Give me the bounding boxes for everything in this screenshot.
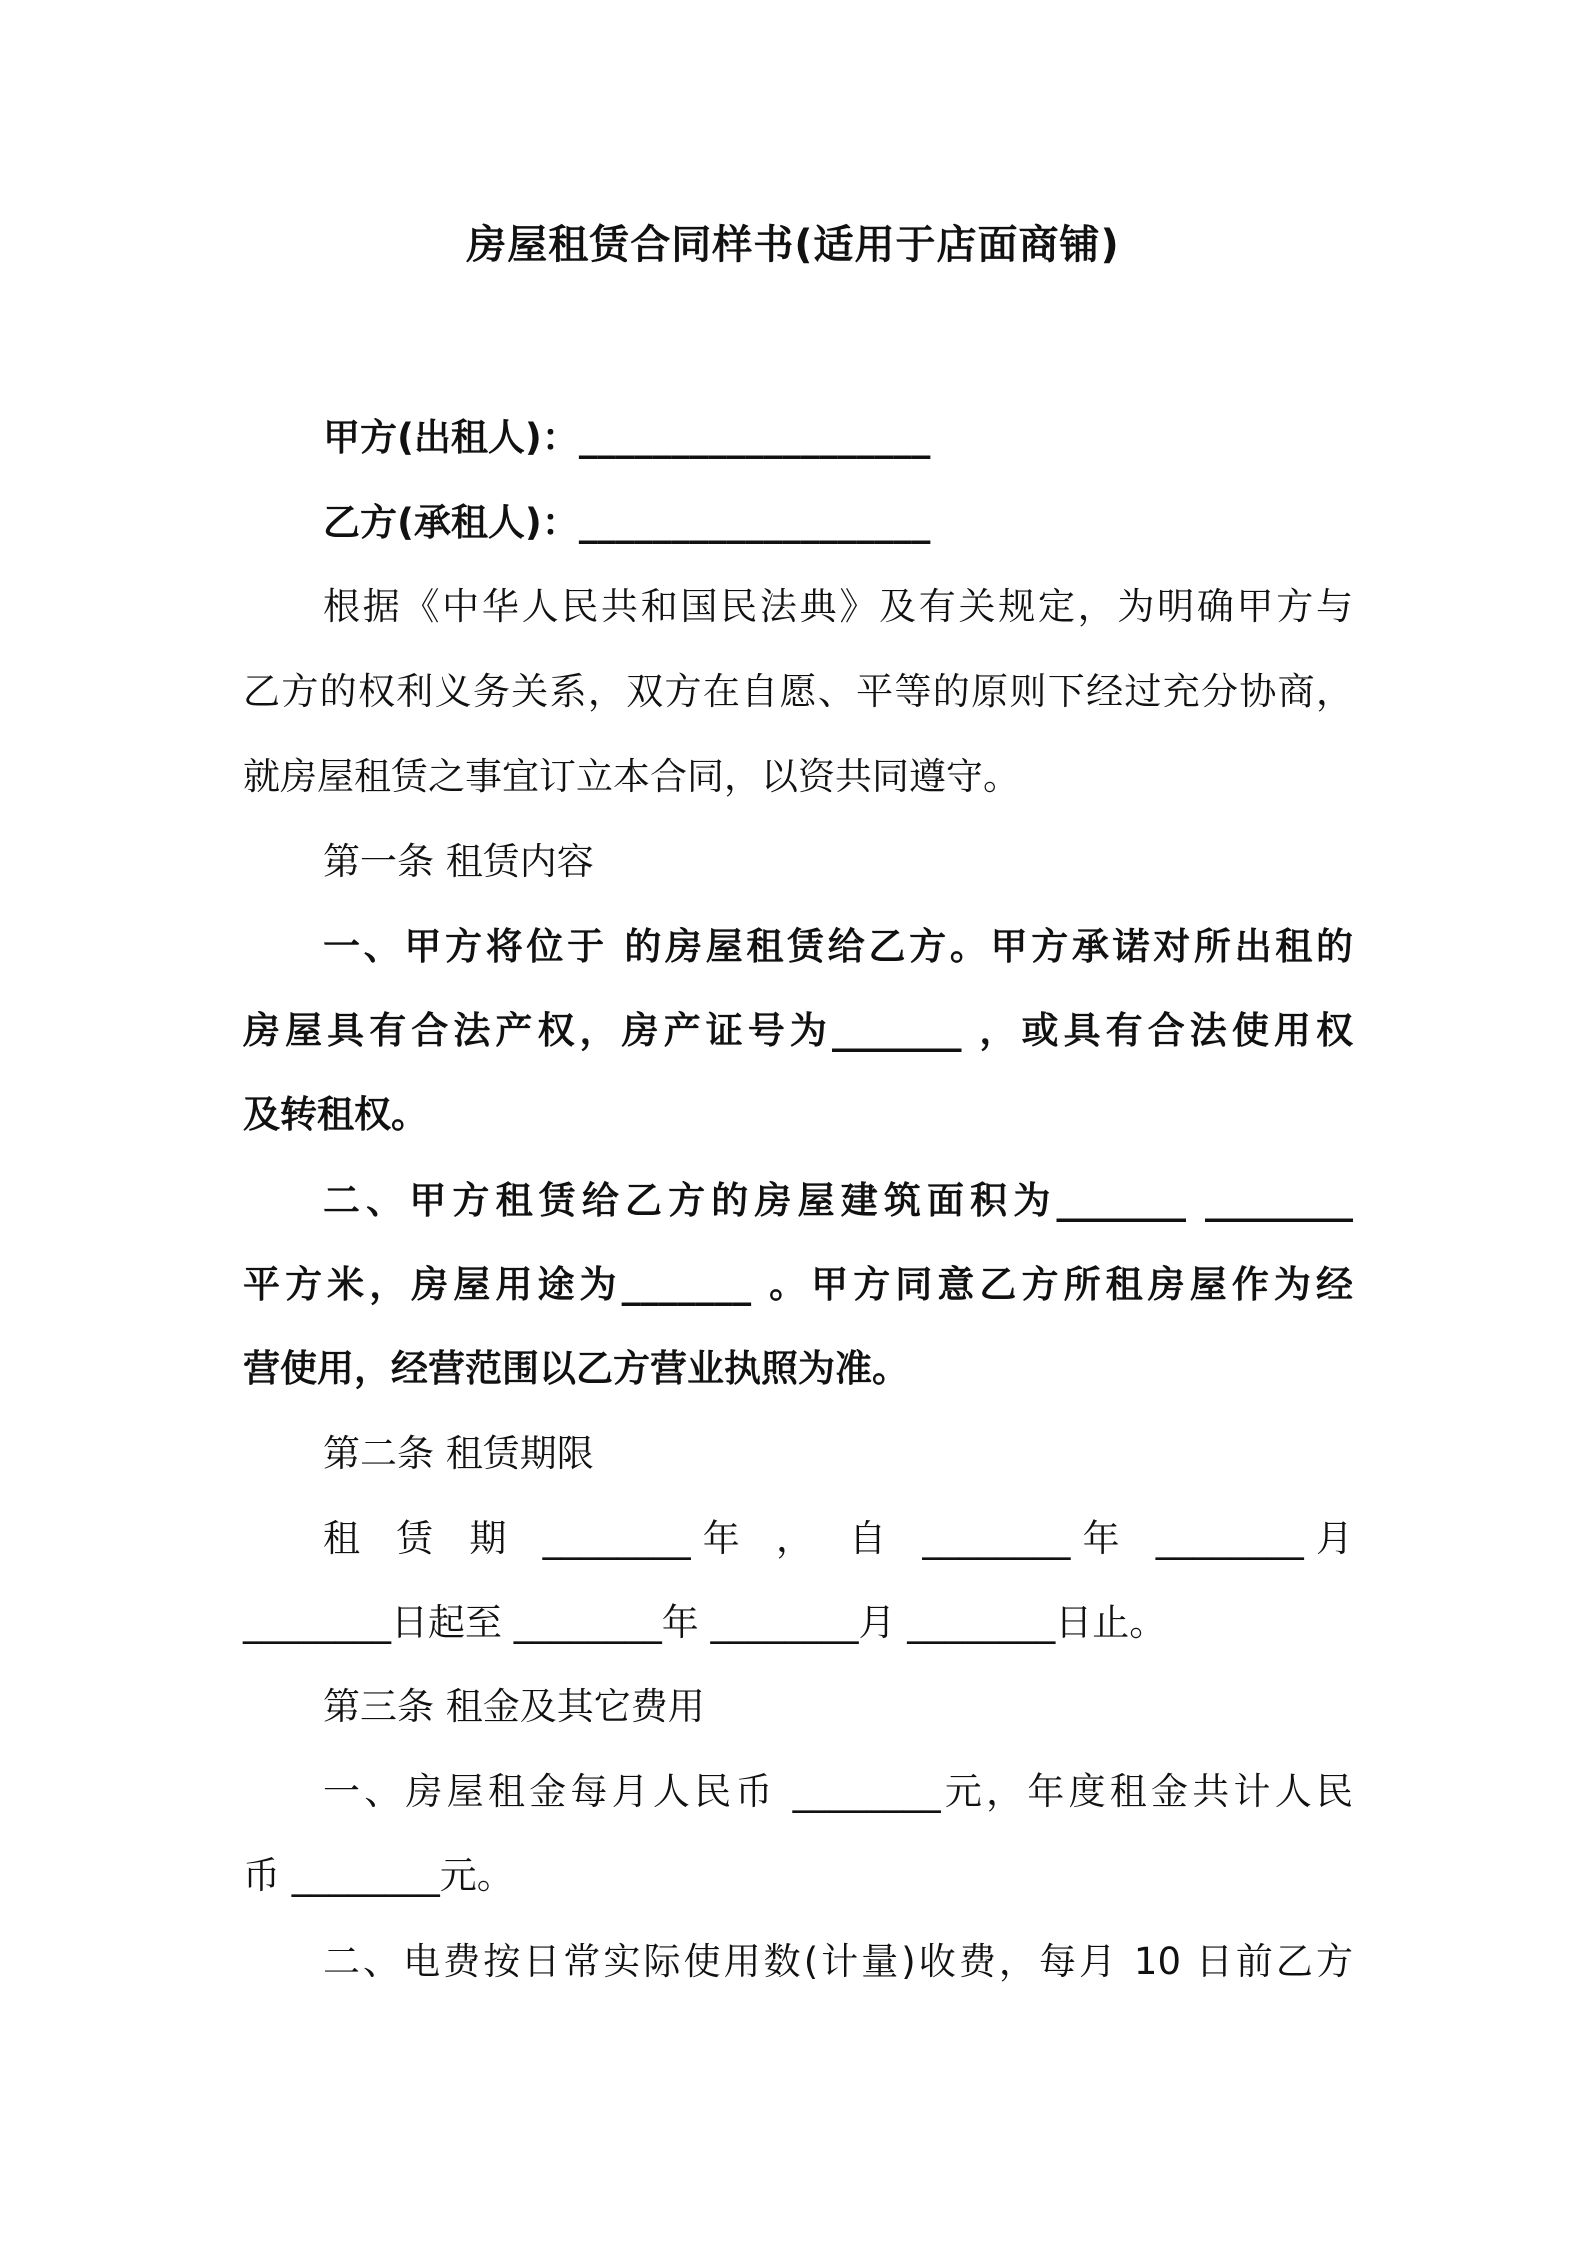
article-1-clause-2-line-2: 平方米，房屋用途为_______ 。甲方同意乙方所租房屋作为经 <box>243 1263 1353 1306</box>
article-1-clause-2-line-1: 二、甲方租赁给乙方的房屋建筑面积为_______ ________ <box>323 1179 1353 1222</box>
article-1-clause-1-line-2: 房屋具有合法产权，房产证号为_______ ，或具有合法使用权 <box>243 1009 1353 1052</box>
article-1-clause-1-line-3: 及转租权。 <box>243 1093 428 1136</box>
article-2-term-line-2: ________日起至 ________年 ________月 ________日止。 <box>243 1601 1167 1644</box>
document-title: 房屋租赁合同样书(适用于店面商铺) <box>466 222 1120 268</box>
preamble-line-3: 就房屋租赁之事宜订立本合同，以资共同遵守。 <box>243 755 1020 798</box>
article-2-term-line-1: 租 赁 期 ________年 ， 自 ________年 ________月 <box>323 1517 1354 1560</box>
preamble-line-2: 乙方的权利义务关系，双方在自愿、平等的原则下经过充分协商， <box>243 670 1353 713</box>
party-a-line: 甲方(出租人)：___________________ <box>323 416 931 459</box>
article-2-heading: 第二条 租赁期限 <box>323 1432 594 1475</box>
preamble-line-1: 根据《中华人民共和国民法典》及有关规定，为明确甲方与 <box>323 585 1353 628</box>
article-3-clause-1-line-1: 一、房屋租金每月人民币 ________元，年度租金共计人民 <box>323 1770 1353 1813</box>
article-1-heading: 第一条 租赁内容 <box>323 840 594 883</box>
party-b-line: 乙方(承租人)：___________________ <box>323 501 931 544</box>
article-1-clause-2-line-3: 营使用，经营范围以乙方营业执照为准。 <box>243 1347 909 1390</box>
article-3-heading: 第三条 租金及其它费用 <box>323 1685 705 1728</box>
article-3-clause-2-line-1: 二、电费按日常实际使用数(计量)收费，每月 10 日前乙方 <box>323 1940 1353 1983</box>
article-1-clause-1-line-1: 一、甲方将位于 的房屋租赁给乙方。甲方承诺对所出租的 <box>323 925 1353 968</box>
article-3-clause-1-line-2: 币 ________元。 <box>243 1854 514 1897</box>
